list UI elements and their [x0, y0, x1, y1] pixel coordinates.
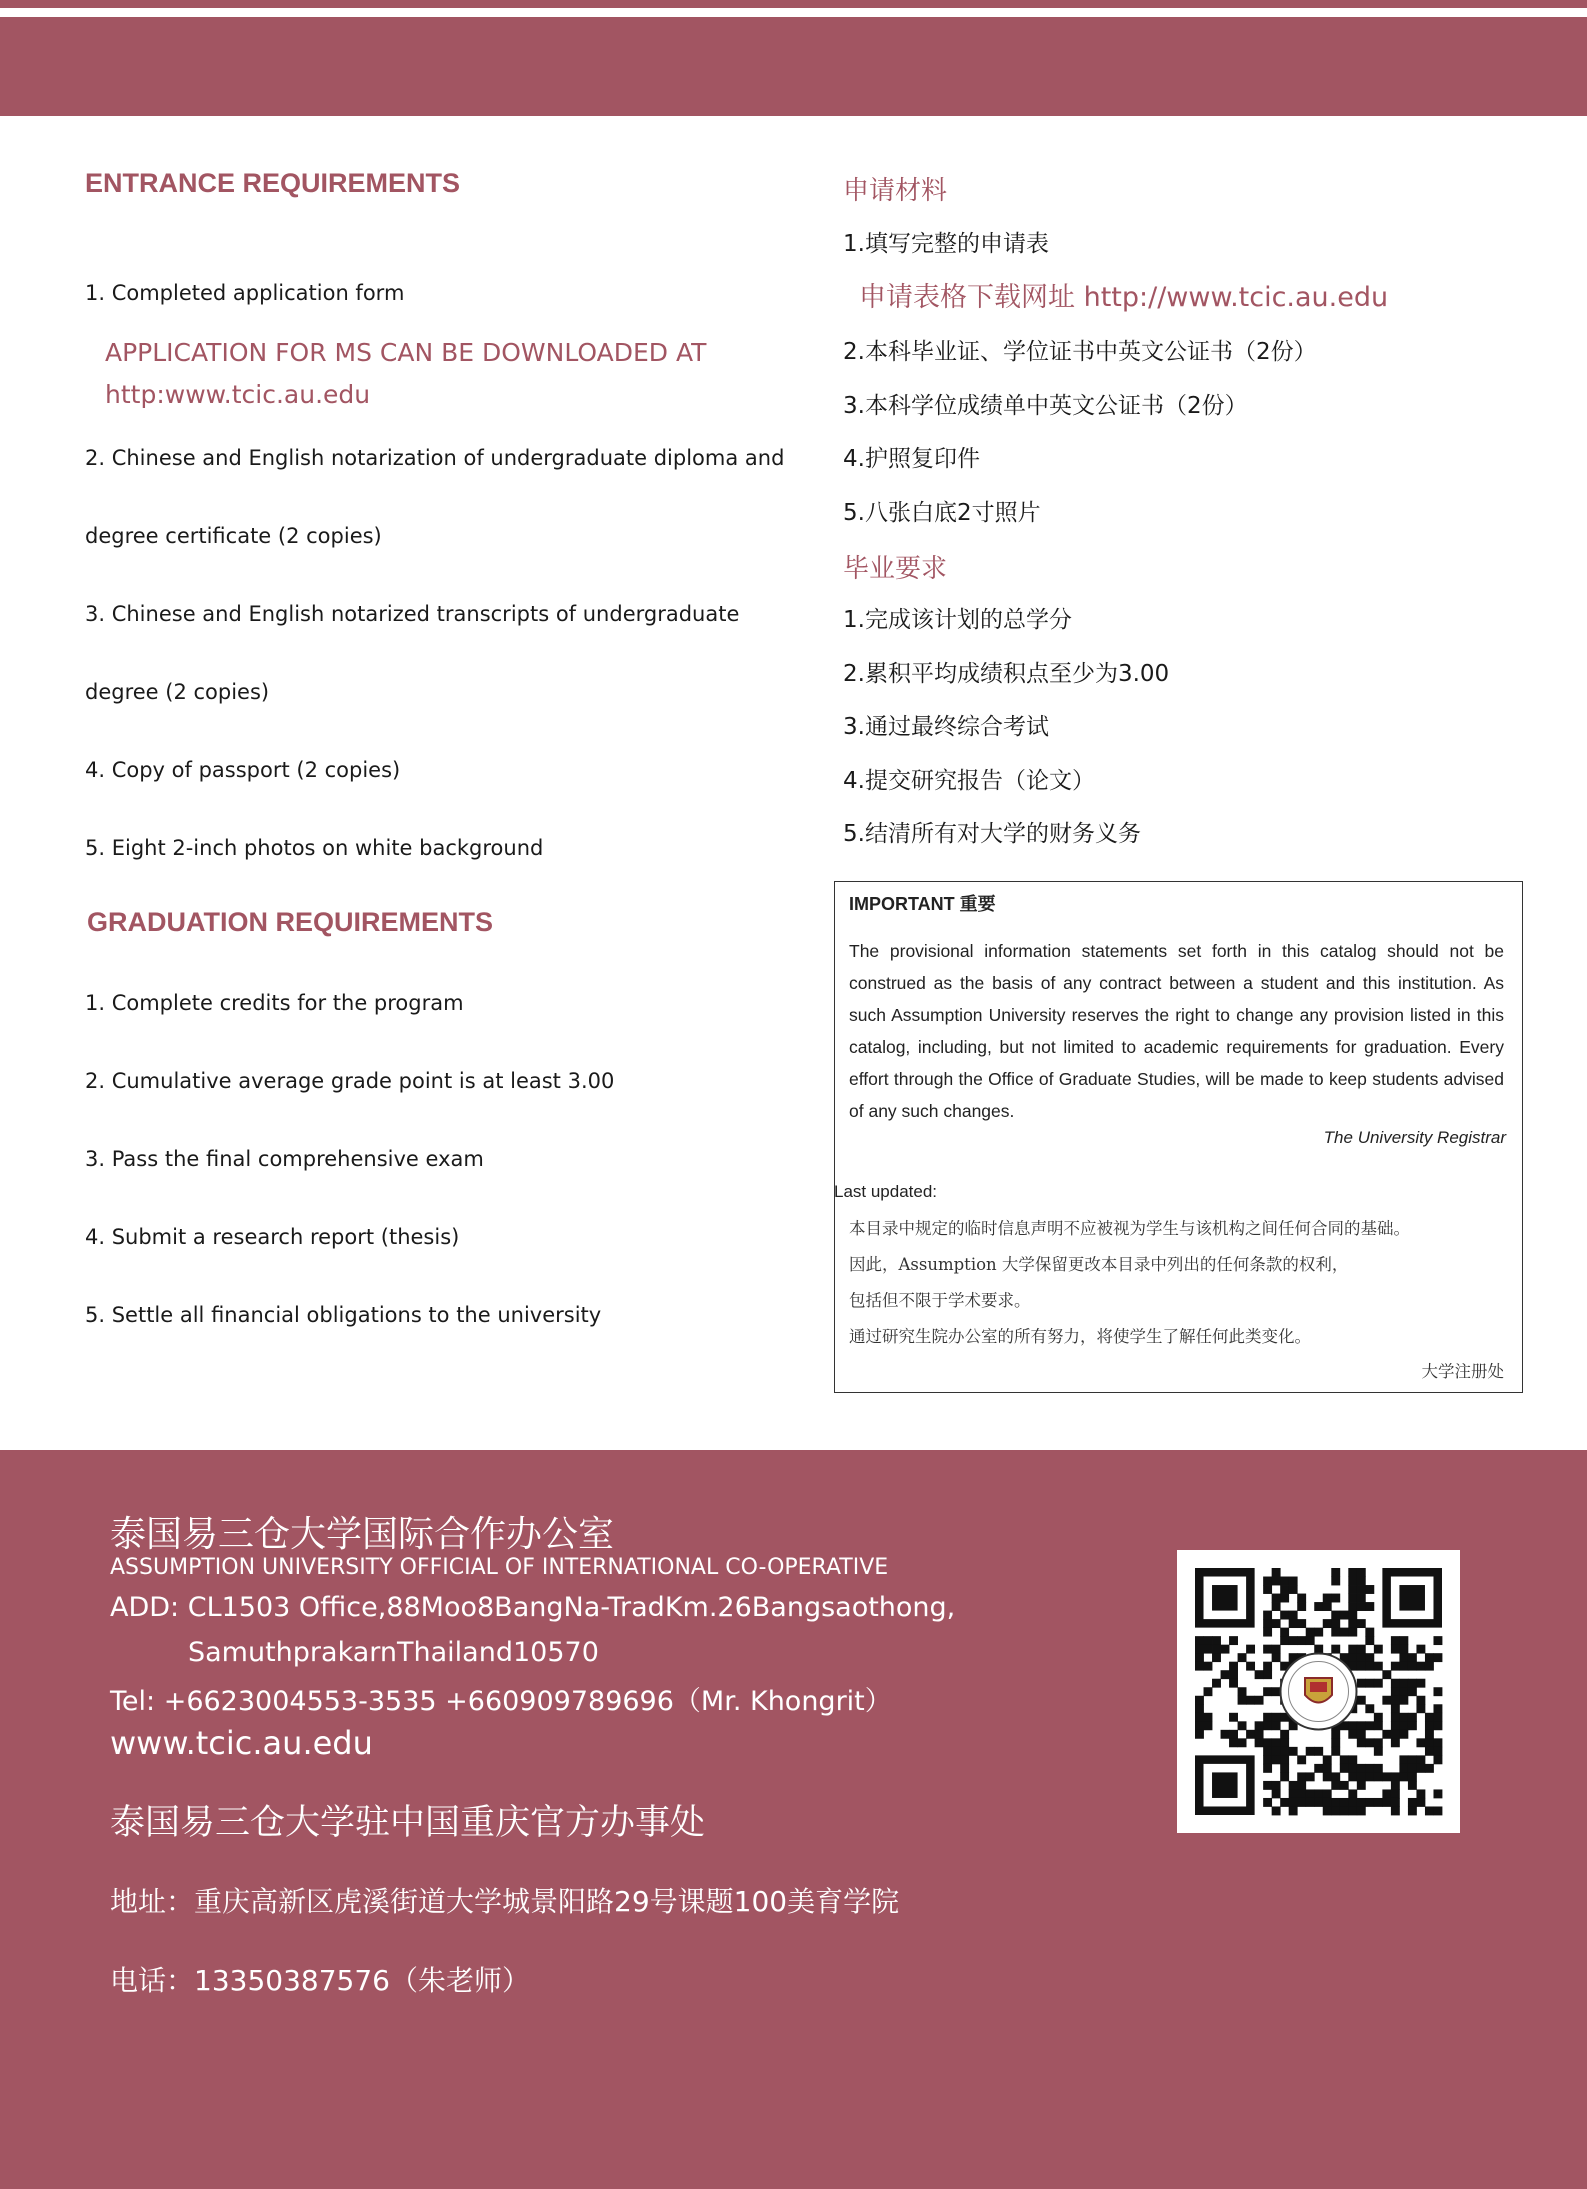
- office-telephone: Tel: +6623004553-3535 +660909789696（Mr. Khongrit）: [110, 1686, 892, 1717]
- graduation-item: 3. Pass the final comprehensive exam: [85, 1147, 484, 1171]
- materials-cn-item: 5.八张白底2寸照片: [843, 500, 1041, 526]
- download-note: APPLICATION FOR MS CAN BE DOWNLOADED AT: [105, 338, 707, 367]
- download-link[interactable]: http:www.tcic.au.edu: [105, 380, 371, 409]
- materials-cn-download[interactable]: 申请表格下载网址 http://www.tcic.au.edu: [859, 282, 1389, 313]
- entrance-heading: ENTRANCE REQUIREMENTS: [85, 168, 461, 198]
- graduation-cn-item: 2.累积平均成绩积点至少为3.00: [843, 661, 1170, 687]
- materials-cn-item: 1.填写完整的申请表: [843, 231, 1049, 257]
- entrance-section: [85, 168, 785, 1327]
- notice-signature-en: The University Registrar: [1323, 1128, 1506, 1147]
- entrance-item: 4. Copy of passport (2 copies): [85, 758, 401, 782]
- notice-signature-cn: 大学注册处: [1421, 1362, 1504, 1381]
- graduation-cn-item: 3.通过最终综合考试: [843, 714, 1049, 740]
- office-name-en: ASSUMPTION UNIVERSITY OFFICIAL OF INTERNATIONAL CO-OPERATIVE: [110, 1555, 889, 1580]
- materials-cn-item: 4.护照复印件: [843, 446, 980, 472]
- graduation-cn-item: 1.完成该计划的总学分: [843, 607, 1072, 633]
- entrance-item: 2. Chinese and English notarization of undergraduate diploma and: [85, 446, 785, 470]
- qr-seal-text: [1177, 1837, 1178, 1838]
- notice-title: IMPORTANT 重要: [849, 894, 996, 914]
- graduation-heading: GRADUATION REQUIREMENTS: [87, 907, 494, 937]
- notice-last-updated: Last updated:: [834, 1182, 938, 1201]
- graduation-cn-item: 4.提交研究报告（论文）: [843, 768, 1095, 794]
- entrance-item: 1. Completed application form: [85, 281, 405, 305]
- materials-cn-heading: 申请材料: [843, 176, 948, 206]
- qr-code-graphic: [1177, 1550, 1460, 1833]
- china-office-phone: 电话：13350387576（朱老师）: [110, 1964, 530, 1997]
- top-rule: [0, 0, 1587, 8]
- graduation-item: 4. Submit a research report (thesis): [85, 1225, 460, 1249]
- graduation-item: 1. Complete credits for the program: [85, 991, 464, 1015]
- graduation-cn-heading: 毕业要求: [843, 554, 948, 584]
- graduation-cn-item: 5.结清所有对大学的财务义务: [843, 821, 1141, 847]
- graduation-item: 5. Settle all financial obligations to the university: [85, 1303, 602, 1327]
- materials-cn-item: 3.本科学位成绩单中英文公证书（2份）: [843, 393, 1248, 419]
- china-office-name: 泰国易三仓大学驻中国重庆官方办事处: [110, 1803, 706, 1843]
- graduation-item: 2. Cumulative average grade point is at least 3.00: [85, 1069, 615, 1093]
- office-website[interactable]: www.tcic.au.edu: [110, 1724, 373, 1762]
- office-address-line2: SamuthprakarnThailand10570: [188, 1637, 599, 1668]
- notice-body-cn-line: 通过研究生院办公室的所有努力，将使学生了解任何此类变化。: [849, 1327, 1311, 1346]
- entrance-item: degree (2 copies): [85, 680, 270, 704]
- notice-body-cn-line: 包括但不限于学术要求。: [849, 1291, 1031, 1310]
- materials-cn-item: 2.本科毕业证、学位证书中英文公证书（2份）: [843, 339, 1317, 365]
- important-notice-box: [834, 881, 1523, 1393]
- notice-body-cn-line: 本目录中规定的临时信息声明不应被视为学生与该机构之间任何合同的基础。: [849, 1219, 1410, 1238]
- header-band: [0, 17, 1587, 116]
- china-office-address: 地址：重庆高新区虎溪街道大学城景阳路29号课题100美育学院: [110, 1885, 900, 1918]
- notice-body-cn-line: 因此，Assumption 大学保留更改本目录中列出的任何条款的权利，: [849, 1255, 1349, 1274]
- entrance-item: degree certificate (2 copies): [85, 524, 382, 548]
- office-address-line1: ADD: CL1503 Office,88Moo8BangNa-TradKm.26Bangsaothong,: [110, 1592, 956, 1623]
- notice-body-en: The provisional information statements set forth in this catalog should not be construed as the basis of any contract between a student and this institution. As such Assumption University reserves the right to change any provision listed in this catalog, including, but not limited to academic requirements for graduation. Every effort through the Office of Graduate Studies, will be made to keep students advised of any such changes.: [849, 941, 1504, 1121]
- entrance-item: 5. Eight 2-inch photos on white background: [85, 836, 544, 860]
- office-name-cn: 泰国易三仓大学国际合作办公室: [110, 1514, 615, 1555]
- entrance-item: 3. Chinese and English notarized transcripts of undergraduate: [85, 602, 740, 626]
- qr-code[interactable]: [1177, 1550, 1460, 1833]
